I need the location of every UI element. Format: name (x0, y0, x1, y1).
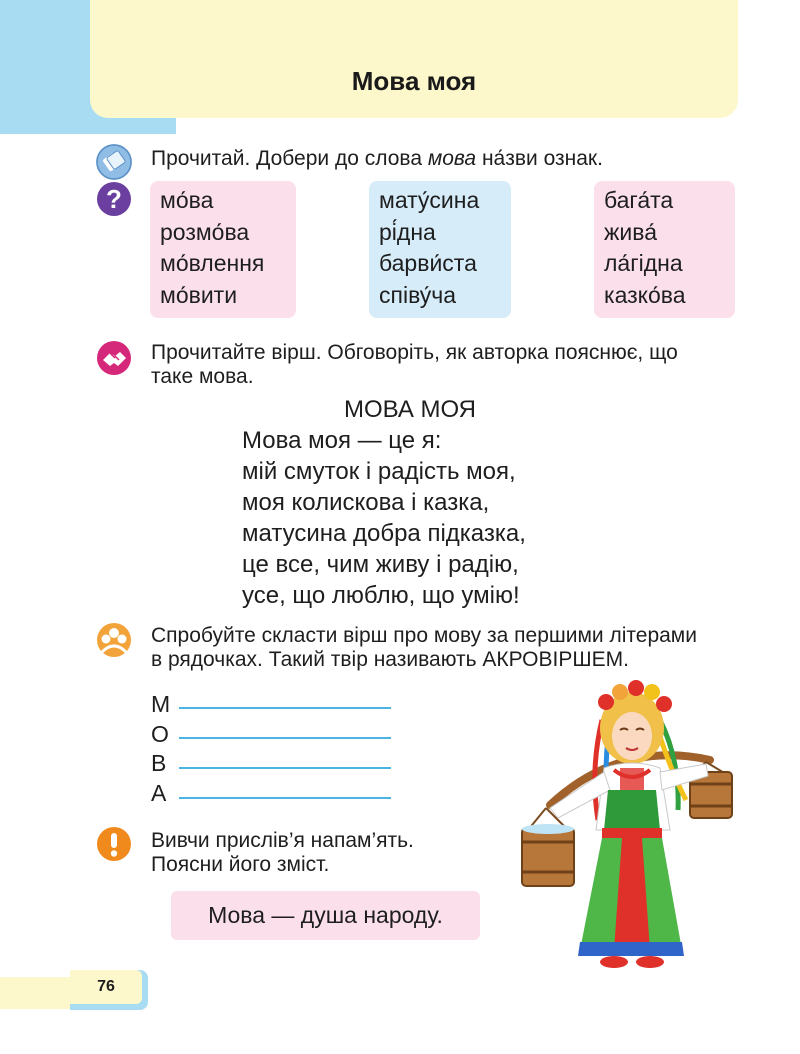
acrostic-letter: В (151, 750, 167, 776)
word: мо́ва (160, 187, 214, 213)
poem-line: мій смуток і радість моя, (242, 458, 516, 485)
word: мату́сина (379, 187, 480, 213)
word: мо́влення (160, 250, 265, 276)
acrostic-write-line[interactable] (179, 737, 391, 739)
word-box-1 (150, 181, 296, 318)
word: співу́ча (379, 281, 457, 308)
acrostic-letter: А (151, 779, 167, 806)
proverb-box: Мова — душа народу. (171, 891, 480, 940)
word: розмо́ва (160, 218, 250, 245)
poem-line: це все, чим живу і радію, (242, 551, 519, 578)
acrostic-write-line[interactable] (179, 797, 391, 799)
word: барви́ста (379, 250, 477, 276)
word-box-2 (369, 181, 511, 318)
poem-title: МОВА МОЯ (344, 396, 477, 423)
poem-line: матусина добра підказка, (242, 520, 526, 547)
book-read-icon (96, 144, 132, 180)
word: казко́ва (604, 281, 686, 308)
page-title: Мова моя (351, 66, 477, 96)
task4-instruction: Вивчи прислів’я напам’ять. Поясни його зміст. (151, 829, 414, 876)
task2-instruction: Прочитайте вірш. Обговоріть, як авторка пояснює, що таке мова. (151, 341, 678, 388)
question-icon (96, 181, 132, 217)
word: рі́дна (379, 218, 436, 245)
task1-instruction: Прочитай. Добери до слова мова на́зви ознак. (151, 147, 603, 170)
group-icon (96, 622, 132, 658)
handshake-icon (96, 340, 132, 376)
acrostic-letter: О (151, 720, 169, 747)
word: жива́ (604, 218, 657, 245)
acrostic-block (151, 690, 170, 808)
acrostic-write-line[interactable] (179, 767, 391, 769)
header-band-yellow (90, 0, 738, 118)
exclamation-icon (96, 826, 132, 862)
word: ла́гідна (604, 250, 683, 276)
svg-text:?: ? (106, 184, 122, 214)
task3-instruction: Спробуйте скласти вірш про мову за першими літерами в рядочках. Такий твір називають АКРОВІРШЕМ. (151, 624, 697, 671)
poem-line: моя колискова і казка, (242, 489, 490, 516)
poem (242, 425, 526, 611)
word-box-3 (594, 181, 735, 318)
girl-illustration (510, 680, 740, 972)
page-number: 76 (70, 970, 142, 1004)
word: бага́та (604, 187, 674, 213)
word: мо́вити (160, 281, 238, 308)
poem-line: усе, що люблю, що умію! (242, 582, 520, 609)
acrostic-write-line[interactable] (179, 707, 391, 709)
poem-line: Мова моя — це я: (242, 427, 442, 454)
acrostic-letter: М (151, 691, 171, 717)
